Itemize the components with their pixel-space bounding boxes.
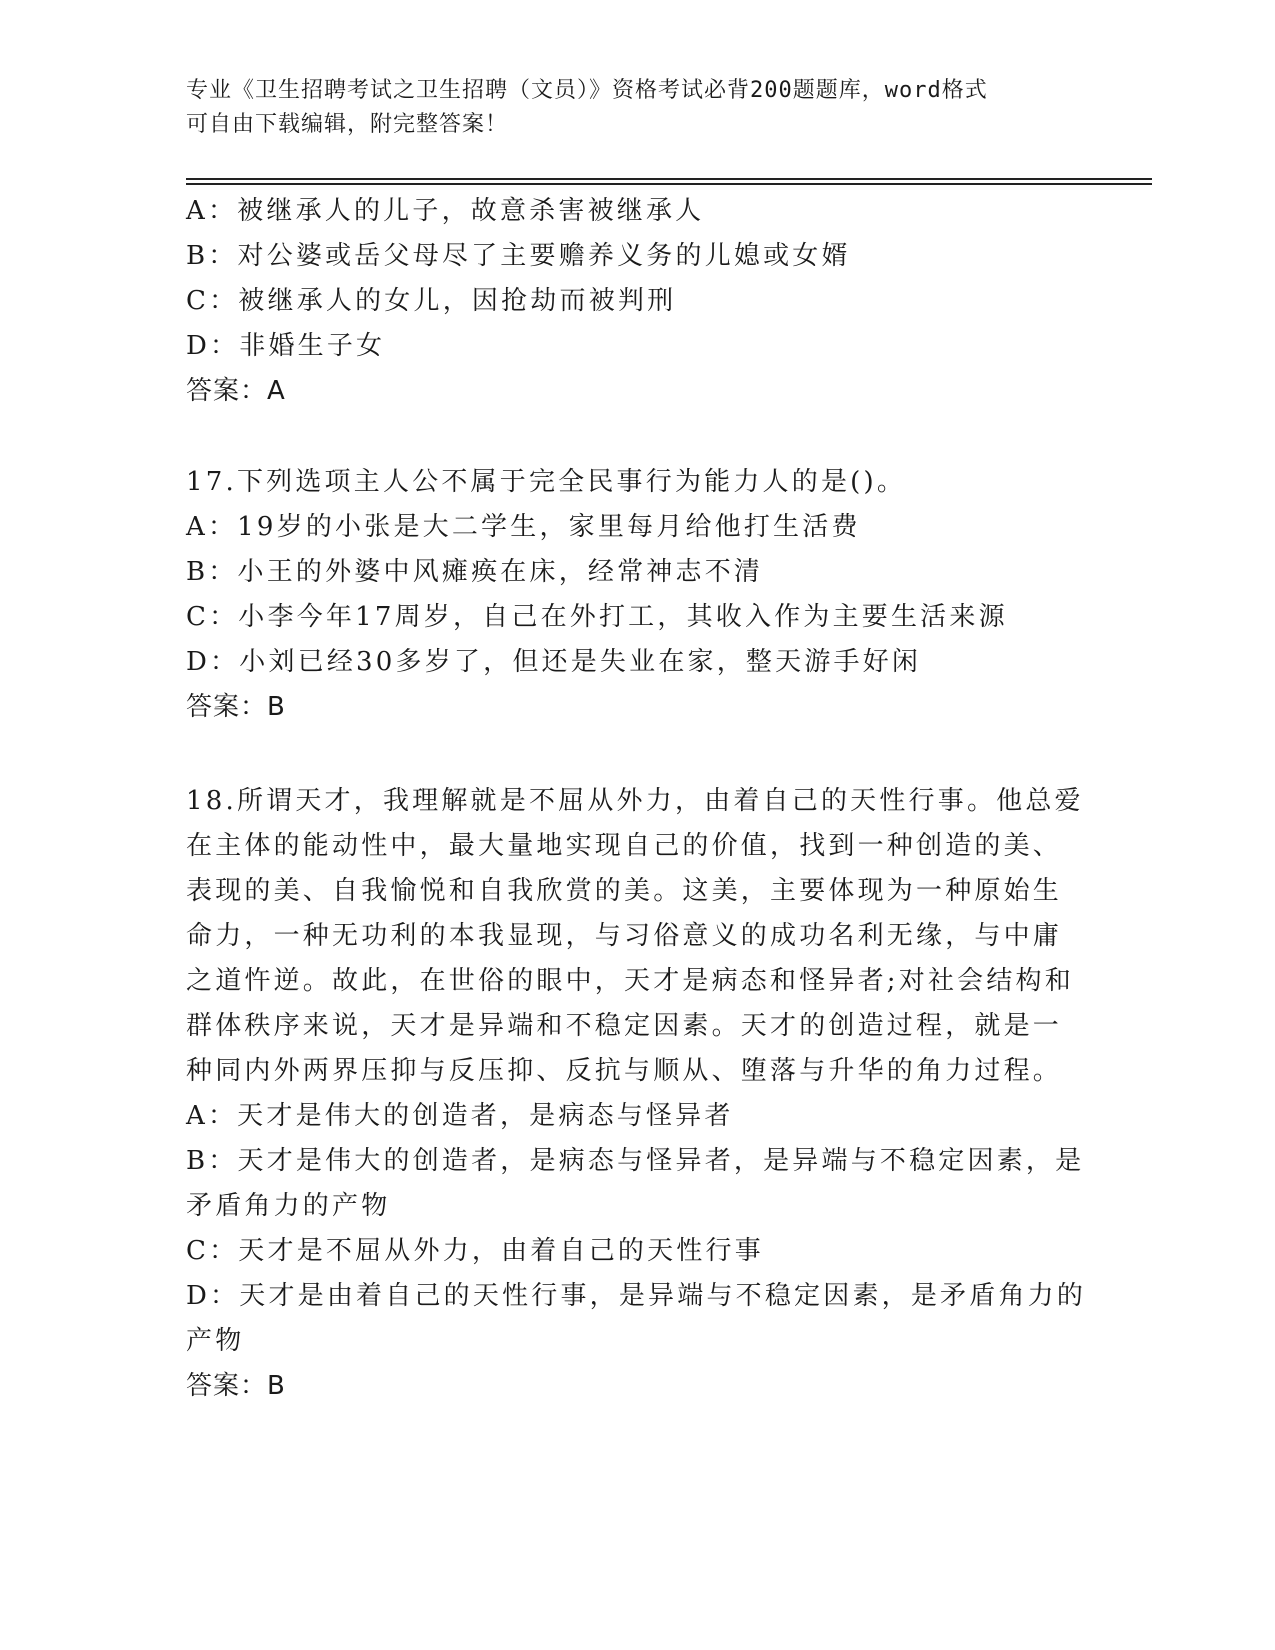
option-c: C：小李今年17周岁，自己在外打工，其收入作为主要生活来源: [186, 602, 1008, 632]
question-stem-line: 命力，一种无功利的本我显现，与习俗意义的成功名利无缘，与中庸: [186, 921, 1063, 951]
option-b: B：天才是伟大的创造者，是病态与怪异者，是异端与不稳定因素，是: [186, 1146, 1085, 1176]
question-stem-line: 18.所谓天才，我理解就是不屈从外力，由着自己的天性行事。他总爱: [186, 786, 1084, 816]
document-header: [186, 74, 1066, 142]
option-d: D：非婚生子女: [186, 331, 386, 361]
question-stem: 17.下列选项主人公不属于完全民事行为能力人的是()。: [186, 467, 907, 497]
option-a: A：被继承人的儿子，故意杀害被继承人: [186, 196, 705, 226]
option-b: B：对公婆或岳父母尽了主要赡养义务的儿媳或女婿: [186, 241, 851, 271]
answer-line: 答案：B: [186, 1371, 286, 1401]
option-d: D：天才是由着自己的天性行事，是异端与不稳定因素，是矛盾角力的: [186, 1281, 1087, 1311]
answer-line: 答案：B: [186, 692, 286, 722]
option-b: B：小王的外婆中风瘫痪在床，经常神志不清: [186, 557, 764, 587]
question-18-block: [186, 779, 1086, 1409]
question-stem-line: 在主体的能动性中，最大量地实现自己的价值，找到一种创造的美、: [186, 831, 1063, 861]
answer-line: 答案：A: [186, 376, 286, 406]
option-d: D：小刘已经30多岁了，但还是失业在家，整天游手好闲: [186, 647, 922, 677]
option-c: C：天才是不屈从外力，由着自己的天性行事: [186, 1236, 764, 1266]
question-stem-line: 表现的美、自我愉悦和自我欣赏的美。这美，主要体现为一种原始生: [186, 876, 1063, 906]
header-line-2: 可自由下载编辑，附完整答案！: [186, 112, 509, 137]
question-17-block: [186, 460, 1086, 730]
question-stem-line: 群体秩序来说，天才是异端和不稳定因素。天才的创造过程，就是一: [186, 1011, 1063, 1041]
header-line-1: 专业《卫生招聘考试之卫生招聘（文员）》资格考试必背200题题库，word格式: [186, 78, 988, 103]
option-d-continued: 产物: [186, 1326, 245, 1356]
question-stem-line: 之道忤逆。故此，在世俗的眼中，天才是病态和怪异者;对社会结构和: [186, 966, 1074, 996]
option-a: A：天才是伟大的创造者，是病态与怪异者: [186, 1101, 734, 1131]
question-stem-line: 种同内外两界压抑与反压抑、反抗与顺从、堕落与升华的角力过程。: [186, 1056, 1063, 1086]
header-rule-top: [186, 178, 1152, 180]
option-b-continued: 矛盾角力的产物: [186, 1191, 391, 1221]
header-rule-bottom: [186, 183, 1152, 185]
question-16-block: [186, 189, 1086, 414]
option-c: C：被继承人的女儿，因抢劫而被判刑: [186, 286, 677, 316]
option-a: A：19岁的小张是大二学生，家里每月给他打生活费: [186, 512, 861, 542]
